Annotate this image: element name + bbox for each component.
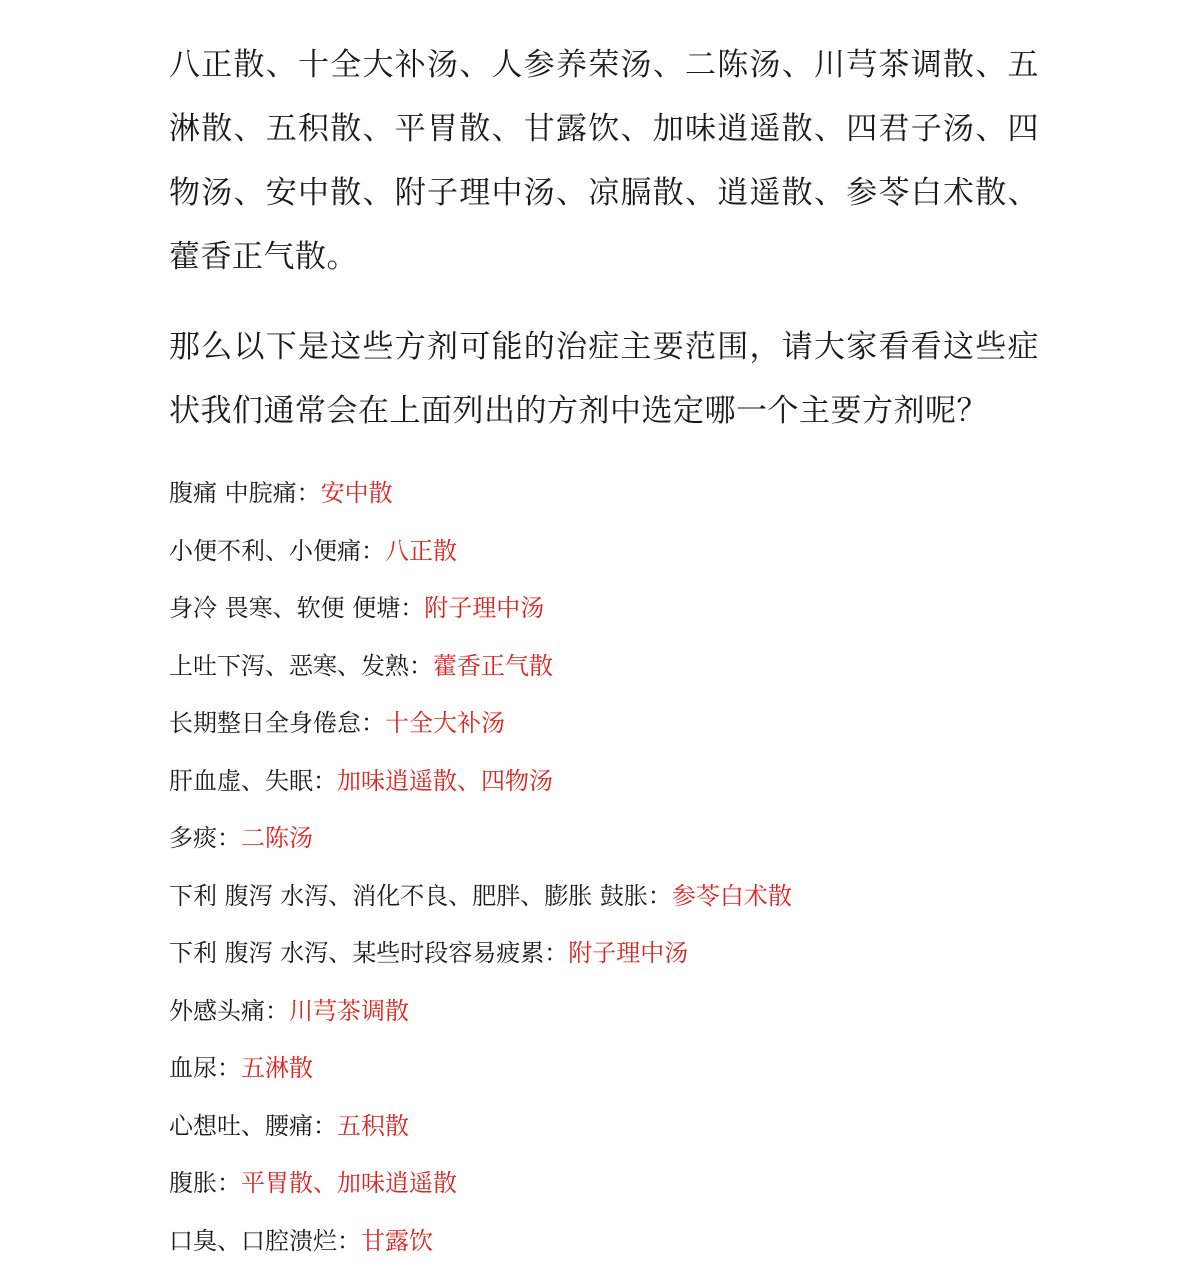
formula-answer: 附子理中汤	[568, 939, 689, 967]
symptom-text: 下利 腹泻 水泻、某些时段容易疲累：	[169, 939, 569, 967]
formula-answer: 甘露饮	[361, 1226, 433, 1255]
symptom-text: 血尿：	[169, 1054, 241, 1082]
list-item	[169, 523, 1039, 581]
formula-answer: 平胃散、加味逍遥散	[241, 1169, 457, 1197]
symptom-text: 小便不利、小便痛：	[169, 536, 385, 565]
formula-answer: 八正散	[385, 536, 457, 565]
list-item	[169, 580, 1039, 638]
symptom-text: 长期整日全身倦怠：	[169, 709, 385, 737]
document-page	[169, 0, 1039, 1270]
list-item	[169, 1155, 1039, 1213]
formula-answer: 参苓白术散	[671, 881, 792, 910]
symptom-text: 心想吐、腰痛：	[169, 1111, 337, 1140]
formula-answer: 安中散	[320, 479, 393, 507]
formula-answer: 加味逍遥散、四物汤	[337, 766, 553, 795]
list-item	[169, 868, 1039, 926]
formula-answer: 二陈汤	[241, 824, 313, 852]
list-item	[169, 465, 1039, 523]
symptom-text: 腹痛 中脘痛：	[169, 479, 321, 507]
symptom-text: 肝血虚、失眠：	[169, 766, 337, 795]
symptom-text: 口臭、口腔溃烂：	[169, 1226, 361, 1255]
symptom-text: 外感头痛：	[169, 996, 289, 1025]
formula-answer: 川芎茶调散	[289, 996, 409, 1025]
formula-answer: 附子理中汤	[424, 594, 545, 622]
symptom-formula-list	[169, 465, 1039, 1270]
formula-answer: 藿香正气散	[433, 651, 553, 680]
list-item	[169, 1098, 1039, 1156]
list-item	[169, 695, 1039, 753]
list-item	[169, 1213, 1039, 1271]
list-item	[169, 925, 1039, 983]
question-paragraph: 那么以下是这些方剂可能的治症主要范围，请大家看看这些症状我们通常会在上面列出的方剂中选定哪一个主要方剂呢？	[169, 329, 1039, 429]
symptom-text: 上吐下泻、恶寒、发熟：	[169, 651, 433, 680]
list-item	[169, 1040, 1039, 1098]
formula-answer: 十全大补汤	[385, 709, 505, 737]
formula-list-paragraph: 八正散、十全大补汤、人参养荣汤、二陈汤、川芎茶调散、五淋散、五积散、平胃散、甘露饮、加味逍遥散、四君子汤、四物汤、安中散、附子理中汤、凉膈散、逍遥散、参苓白术散、藿香正气散。	[169, 47, 1039, 275]
symptom-text: 多痰：	[169, 824, 241, 852]
list-item	[169, 638, 1039, 696]
list-item	[169, 810, 1039, 868]
list-item	[169, 983, 1039, 1041]
symptom-text: 腹胀：	[169, 1169, 241, 1197]
list-item	[169, 753, 1039, 811]
symptom-text: 下利 腹泻 水泻、消化不良、肥胖、膨胀 鼓胀：	[169, 881, 672, 910]
formula-answer: 五淋散	[241, 1054, 313, 1082]
formula-answer: 五积散	[337, 1111, 409, 1140]
symptom-text: 身冷 畏寒、软便 便塘：	[169, 594, 425, 622]
